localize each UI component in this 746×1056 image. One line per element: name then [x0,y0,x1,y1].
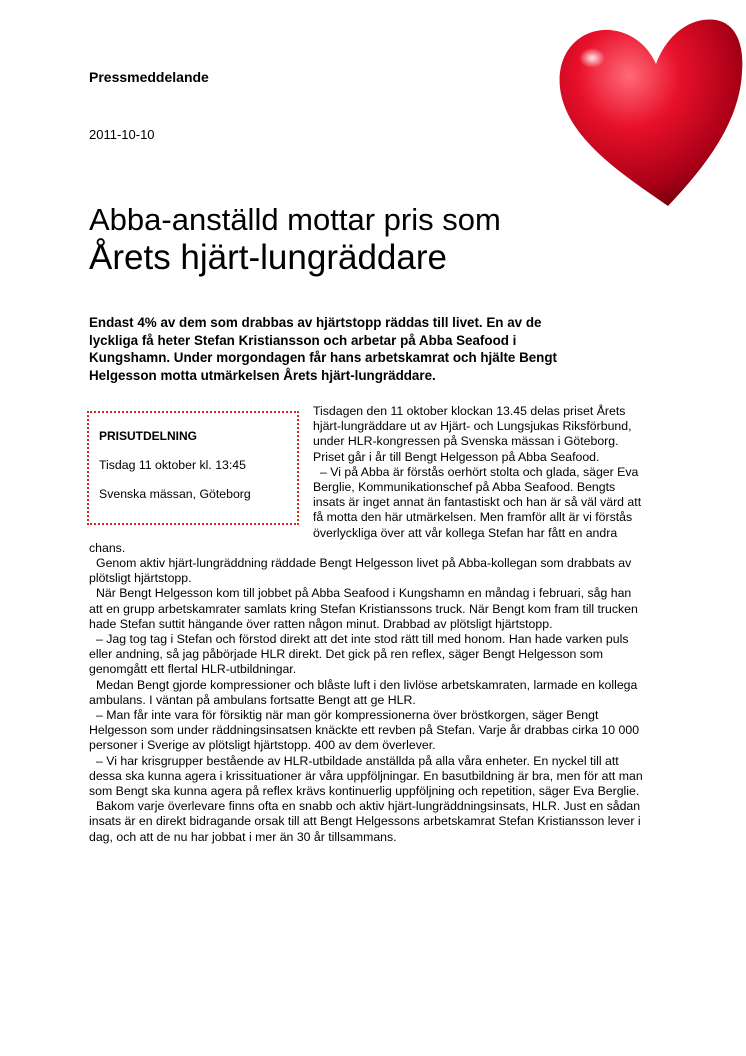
lead-paragraph: Endast 4% av dem som drabbas av hjärtstopp räddas till livet. En av de lyckliga få heter Stefan Kristiansson och arbetar på Abba Seafood i Kungshamn. Under morgondagen får hans arbetskamrat och hjälte Bengt Helgesson motta utmärkelsen Årets hjärt-lungräddare. [89,315,558,383]
title-line-1: Abba-anställd mottar pris som [89,202,501,237]
paragraph: Bakom varje överlevare finns ofta en snabb och aktiv hjärt-lungräddningsinsats, HLR. Just en sådan insats är en direkt bidragande orsak till att Bengt Helgessons arbetskamrat Stefan Kristiansson lever i dag, och att de nu har jobbat i mer än 30 år tillsammans. [89,799,641,844]
paragraph: Tisdagen den 11 oktober klockan 13.45 delas priset Årets hjärt-lungräddare ut av Hjärt- och Lungsjukas Riksförbund, under HLR-kongressen på Svenska mässan i Göteborg. Priset går i år till Bengt Helgesson på Abba Seafood. [313,404,632,464]
document-date: 2011-10-10 [89,127,155,142]
article-body [89,404,644,845]
paragraph: – Jag tog tag i Stefan och förstod direkt att det inte stod rätt till med honom. Han hade varken puls eller andning, så jag påbörjade HLR direkt. Det gick på ren reflex, säger Bengt Helgesson som genomgått ett flertal HLR-utbildningar. [89,632,629,677]
page-title [89,203,649,277]
paragraph: Genom aktiv hjärt-lungräddning räddade Bengt Helgesson livet på Abba-kollegan som drabbats av plötsligt hjärtstopp. [89,556,632,586]
paragraph: – Vi på Abba är förstås oerhört stolta och glada, säger Eva Berglie, Kommunikationschef på Abba Seafood. Bengts insats är inget annat än fantastiskt och han är så väl värd att få motta den här utmärkelsen. Men framför allt är vi förstås överlyckliga över att vår kollega Stefan har fått en andra chans. [89,464,642,555]
paragraph: Medan Bengt gjorde kompressioner och blåste luft i den livlöse arbetskamraten, larmade en kollega ambulans. I väntan på ambulans fortsatte Bengt att ge HLR. [89,677,638,707]
paragraph: När Bengt Helgesson kom till jobbet på Abba Seafood i Kungshamn en måndag i februari, såg han att en grupp arbetskamrater samlats kring Stefan Kristianssons truck. När Bengt kom fram till trucken hade Stefan suttit hängande över ratten någon minut. Drabbad av plötsligt hjärtstopp. [89,586,638,631]
paragraph: – Man får inte vara för försiktig när man gör kompressionerna över bröstkorgen, säger Bengt Helgesson som under räddningsinsatsen knäckte ett revben på Stefan. Varje år drabbas cirka 10 000 personer i Sverige av plötsligt hjärtstopp. 400 av dem överlever. [89,708,640,753]
document-label: Pressmeddelande [89,69,209,85]
info-box-time: Tisdag 11 oktober kl. 13:45 [99,458,246,472]
info-box-place: Svenska mässan, Göteborg [99,487,251,501]
title-line-2: Årets hjärt-lungräddare [89,237,447,277]
paragraph: – Vi har krisgrupper bestående av HLR-utbildade anställda på alla våra enheter. En nyckel till att dessa ska kunna agera i krissituationer är våra uppföljningar. En basutbildning är bra, men för att man som Bengt ska kunna agera på reflex krävs kontinuerlig uppföljning och repetition, säger Eva Berglie. [89,753,643,799]
info-box-heading: PRISUTDELNING [99,429,198,443]
heart-icon [552,0,746,218]
info-box-spacer [89,404,313,534]
